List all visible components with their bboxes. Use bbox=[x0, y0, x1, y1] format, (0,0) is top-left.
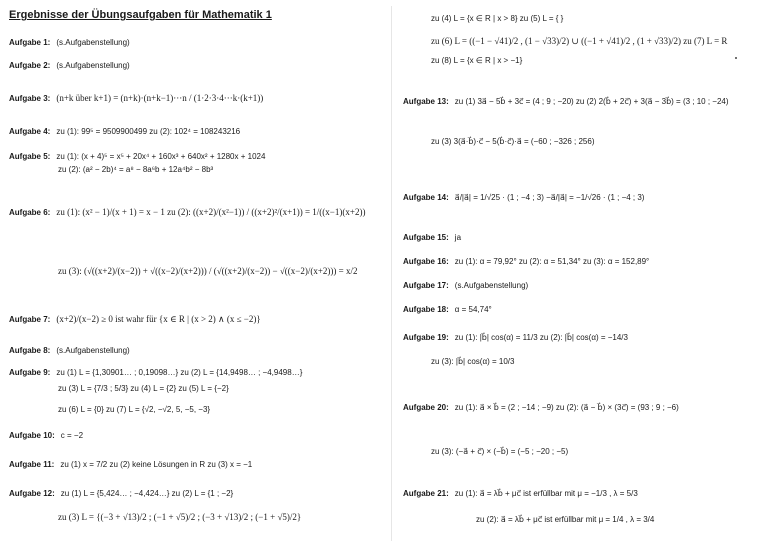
exercise-answer: (s.Aufgabenstellung) bbox=[56, 61, 130, 70]
exercise-label: Aufgabe 21: bbox=[403, 489, 449, 498]
exercise-label: Aufgabe 20: bbox=[403, 403, 449, 412]
right-row bbox=[403, 488, 638, 499]
exercise-answer: zu (2): (a² − 2b)⁴ = a⁸ − 8a⁶b + 12a⁴b² − 8b³ bbox=[58, 165, 214, 174]
exercise-answer: (x+2)/(x−2) ≥ 0 ist wahr für {x ∈ R | (x > 2) ∧ (x ≤ −2)} bbox=[56, 314, 261, 324]
exercise-answer: zu (1) L = {1,30901… ; 0,19098…} zu (2) L = {14,9498… ; −4,9498…} bbox=[56, 368, 303, 377]
exercise-label: Aufgabe 16: bbox=[403, 257, 449, 266]
exercise-label: Aufgabe 19: bbox=[403, 333, 449, 342]
right-row bbox=[425, 36, 727, 47]
left-row bbox=[9, 430, 83, 441]
right-row bbox=[403, 402, 679, 413]
exercise-answer: zu (3): (√((x+2)/(x−2)) + √((x−2)/(x+2))) / (√((x+2)/(x−2)) − √((x−2)/(x+2))) = x/2 bbox=[58, 266, 358, 276]
exercise-answer: ja bbox=[454, 233, 462, 242]
exercise-answer: (s.Aufgabenstellung) bbox=[454, 281, 529, 290]
exercise-label: Aufgabe 6: bbox=[9, 208, 51, 217]
exercise-answer: zu (1) L = {5,424… ; −4,424…} zu (2) L = {1 ; −2} bbox=[60, 489, 234, 498]
exercise-answer: zu (2): a⃗ = λb⃗ + μc⃗ ist erfüllbar mit μ = 1/4 , λ = 3/4 bbox=[476, 515, 655, 524]
left-row bbox=[9, 488, 233, 499]
exercise-label: Aufgabe 11: bbox=[9, 460, 55, 469]
left-row bbox=[52, 266, 358, 277]
exercise-answer: (s.Aufgabenstellung) bbox=[56, 346, 130, 355]
exercise-label: Aufgabe 14: bbox=[403, 193, 449, 202]
exercise-answer: α = 54,74° bbox=[454, 305, 492, 314]
right-row bbox=[403, 232, 461, 243]
exercise-label: Aufgabe 2: bbox=[9, 61, 51, 70]
right-row bbox=[425, 446, 568, 457]
right-row bbox=[403, 280, 528, 291]
exercise-answer: zu (1): |b⃗| cos(α) = 11/3 zu (2): |b⃗| cos(α) = −14/3 bbox=[454, 333, 628, 342]
exercise-answer: zu (1): α = 79,92° zu (2): α = 51,34° zu (3): α = 152,89° bbox=[454, 257, 650, 266]
exercise-label: Aufgabe 4: bbox=[9, 127, 51, 136]
exercise-answer: zu (3): (−a⃗ + c⃗) × (−b⃗) = (−5 ; −20 ; −5) bbox=[431, 447, 569, 456]
exercise-answer: zu (1) x = 7/2 zu (2) keine Lösungen in R zu (3) x = −1 bbox=[60, 460, 253, 469]
right-row bbox=[425, 136, 594, 147]
left-row bbox=[9, 367, 302, 378]
left-row bbox=[52, 404, 210, 415]
right-row bbox=[470, 514, 654, 525]
exercise-answer: a⃗/|a⃗| = 1/√25 · (1 ; −4 ; 3) −a⃗/|a⃗| = −1/√26 · (1 ; −4 ; 3) bbox=[454, 193, 645, 202]
exercise-answer: zu (8) L = {x ∈ R | x > −1} bbox=[431, 56, 523, 65]
exercise-answer: zu (1): a⃗ = λb⃗ + μc⃗ ist erfüllbar mit μ = −1/3 , λ = 5/3 bbox=[454, 489, 638, 498]
column-divider bbox=[391, 6, 392, 541]
left-row bbox=[52, 164, 213, 175]
left-row bbox=[52, 512, 301, 523]
exercise-answer: zu (1): a⃗ × b⃗ = (2 ; −14 ; −9) zu (2): (a⃗ − b⃗) × (3c⃗) = (93 ; 9 ; −6) bbox=[454, 403, 679, 412]
exercise-answer: zu (1): (x + 4)⁵ = x⁵ + 20x⁴ + 160x³ + 640x² + 1280x + 1024 bbox=[56, 152, 266, 161]
right-row bbox=[425, 13, 563, 24]
exercise-answer: zu (4) L = {x ∈ R | x > 8} zu (5) L = { } bbox=[431, 14, 564, 23]
exercise-answer: zu (1): 99⁵ = 9509900499 zu (2): 102⁴ = 108243216 bbox=[56, 127, 241, 136]
exercise-label: Aufgabe 5: bbox=[9, 152, 51, 161]
left-row bbox=[9, 207, 365, 218]
exercise-answer: zu (3) L = {(−3 + √13)/2 ; (−1 + √5)/2 ; (−3 + √13)/2 ; (−1 + √5)/2} bbox=[58, 512, 302, 522]
exercise-label: Aufgabe 9: bbox=[9, 368, 51, 377]
right-row bbox=[403, 332, 628, 343]
exercise-answer: c = −2 bbox=[60, 431, 84, 440]
exercise-answer: zu (6) L = {0} zu (7) L = {√2, −√2, 5, −5, −3} bbox=[58, 405, 211, 414]
exercise-label: Aufgabe 8: bbox=[9, 346, 51, 355]
exercise-answer: (n+k über k+1) = (n+k)·(n+k−1)···n / (1·2·3·4···k·(k+1)) bbox=[56, 93, 264, 103]
exercise-label: Aufgabe 7: bbox=[9, 315, 51, 324]
left-row bbox=[9, 314, 261, 325]
right-row bbox=[403, 192, 644, 203]
right-row bbox=[425, 55, 522, 66]
exercise-answer: zu (6) L = ((−1 − √41)/2 , (1 − √33)/2) ∪ ((−1 + √41)/2 , (1 + √33)/2) zu (7) L = R bbox=[431, 36, 728, 46]
exercise-answer: zu (3) L = {7/3 ; 5/3} zu (4) L = {2} zu (5) L = {−2} bbox=[58, 384, 229, 393]
left-row bbox=[9, 459, 252, 470]
left-row bbox=[9, 37, 130, 48]
left-row bbox=[52, 383, 229, 394]
right-row bbox=[403, 256, 649, 267]
scan-speck bbox=[735, 57, 737, 59]
exercise-answer: zu (3): |b⃗| cos(α) = 10/3 bbox=[431, 357, 515, 366]
exercise-label: Aufgabe 3: bbox=[9, 94, 51, 103]
exercise-label: Aufgabe 1: bbox=[9, 38, 51, 47]
exercise-label: Aufgabe 15: bbox=[403, 233, 449, 242]
right-row bbox=[403, 304, 492, 315]
right-row bbox=[403, 96, 729, 107]
left-row bbox=[9, 60, 130, 71]
exercise-label: Aufgabe 17: bbox=[403, 281, 449, 290]
left-row bbox=[9, 126, 240, 137]
page-title: Ergebnisse der Übungsaufgaben für Mathematik 1 bbox=[9, 9, 272, 21]
exercise-answer: (s.Aufgabenstellung) bbox=[56, 38, 130, 47]
left-row bbox=[9, 345, 130, 356]
exercise-answer: zu (3) 3(a⃗·b⃗)·c⃗ − 5(b⃗·c⃗)·a⃗ = (−60 ; −326 ; 256) bbox=[431, 137, 595, 146]
exercise-label: Aufgabe 18: bbox=[403, 305, 449, 314]
left-row bbox=[9, 93, 263, 104]
right-row bbox=[425, 356, 514, 367]
exercise-answer: zu (1) 3a⃗ − 5b⃗ + 3c⃗ = (4 ; 9 ; −20) zu (2) 2(b⃗ + 2c⃗) + 3(a⃗ − 3b⃗) = (3 ; 10 ; −24) bbox=[454, 97, 729, 106]
exercise-label: Aufgabe 10: bbox=[9, 431, 55, 440]
exercise-label: Aufgabe 13: bbox=[403, 97, 449, 106]
left-row bbox=[9, 151, 265, 162]
exercise-label: Aufgabe 12: bbox=[9, 489, 55, 498]
exercise-answer: zu (1): (x² − 1)/(x + 1) = x − 1 zu (2): ((x+2)/(x²−1)) / ((x+2)²/(x+1)) = 1/((x−1)(x+2)) bbox=[56, 207, 366, 217]
